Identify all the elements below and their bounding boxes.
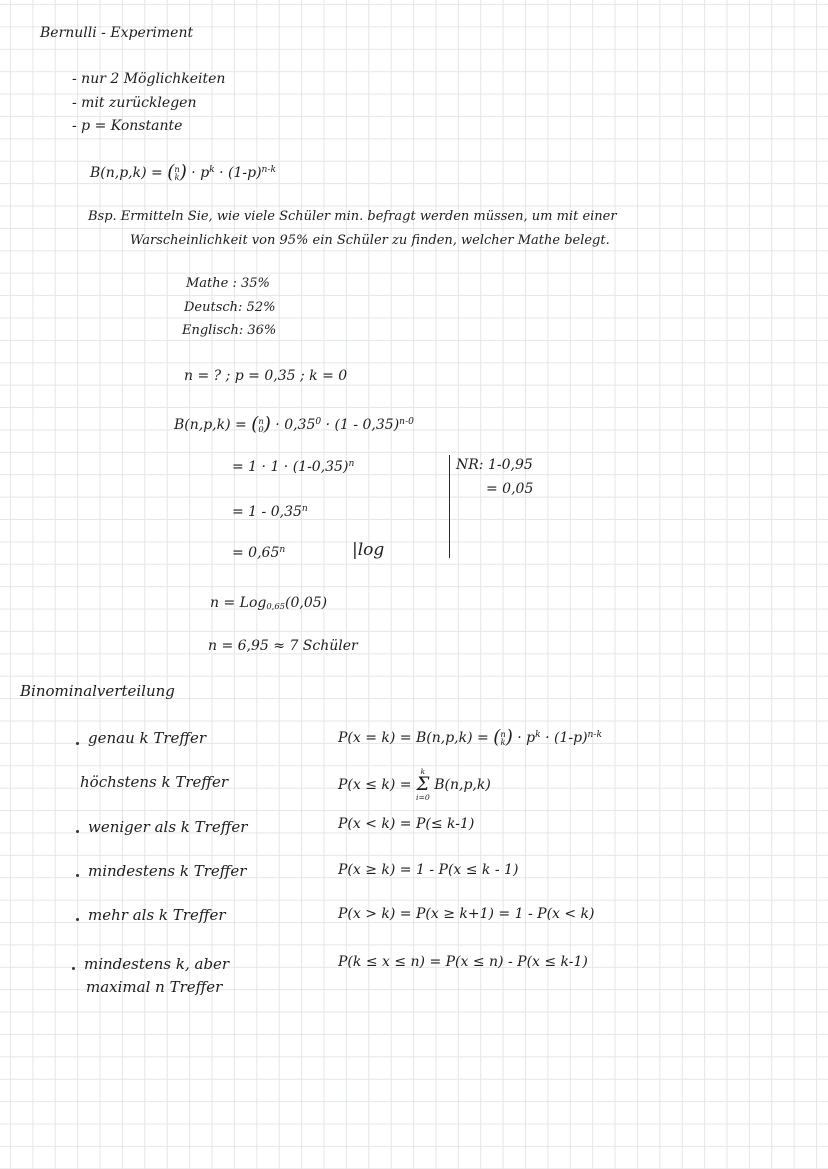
given-values: n = ? ; p = 0,35 ; k = 0 bbox=[184, 368, 348, 384]
property-item: - nur 2 Möglichkeiten bbox=[72, 71, 226, 87]
row-formula-mindestens-maximal: P(k ≤ x ≤ n) = P(x ≤ n) - P(x ≤ k-1) bbox=[338, 954, 588, 970]
binomial-heading: Binominalverteilung bbox=[20, 682, 175, 700]
row-formula-hoechstens: P(x ≤ k) = k Σ i=0 B(n,p,k) bbox=[338, 767, 491, 802]
calc-step-2: = 1 - 0,35$^n$ bbox=[232, 504, 308, 520]
side-calc-divider bbox=[449, 455, 450, 558]
property-item: - p = Konstante bbox=[72, 118, 183, 134]
calc-formula: B(n,p,k) = ( n 0 ) · $0,35^0 \cdot (1 - 0,35)^{n-0}$ bbox=[174, 414, 414, 435]
bullet-dot bbox=[72, 967, 75, 970]
example-question-line-1: Bsp. Ermitteln Sie, wie viele Schüler min. befragt werden müssen, um mit einer bbox=[88, 209, 617, 224]
row-label-mindestens-maximal-1: mindestens k, aber bbox=[84, 955, 230, 973]
subject-deutsch: Deutsch: 52% bbox=[184, 300, 276, 315]
page-title: Bernulli - Experiment bbox=[40, 25, 194, 41]
log-note: |log bbox=[352, 540, 385, 560]
bullet-dot bbox=[76, 742, 79, 745]
calc-step-4: n = Log$_{0,65}$(0,05) bbox=[210, 595, 328, 612]
property-item: - mit zurücklegen bbox=[72, 95, 197, 111]
row-formula-weniger: P(x < k) = P(≤ k-1) bbox=[338, 816, 475, 832]
side-calc-line-1: NR: 1-0,95 bbox=[456, 457, 533, 473]
calc-result: n = 6,95 ≈ 7 Schüler bbox=[208, 638, 358, 654]
row-label-mehr: mehr als k Treffer bbox=[88, 906, 226, 924]
row-label-mindestens: mindestens k Treffer bbox=[88, 862, 247, 880]
bullet-dot bbox=[76, 918, 79, 921]
example-question-line-2: Warscheinlichkeit von 95% ein Schüler zu finden, welcher Mathe belegt. bbox=[130, 233, 610, 248]
subject-mathe: Mathe : 35% bbox=[186, 276, 270, 291]
subject-englisch: Englisch: 36% bbox=[182, 323, 277, 338]
row-label-hoechstens: höchstens k Treffer bbox=[80, 773, 229, 791]
row-formula-genau: P(x = k) = B(n,p,k) = ( n k ) · $p^k \cdot (1-p)^{n-k}$ bbox=[338, 727, 602, 748]
row-label-genau: genau k Treffer bbox=[88, 729, 207, 747]
row-formula-mehr: P(x > k) = P(x ≥ k+1) = 1 - P(x < k) bbox=[338, 906, 595, 922]
calc-step-3: = $0,65^n$ bbox=[232, 545, 286, 561]
calc-step-1: = $1 \cdot 1 \cdot (1-0,35)^n$ bbox=[232, 459, 355, 475]
row-formula-mindestens: P(x ≥ k) = 1 - P(x ≤ k - 1) bbox=[338, 862, 519, 878]
row-label-weniger: weniger als k Treffer bbox=[88, 818, 248, 836]
bullet-dot bbox=[76, 874, 79, 877]
side-calc-line-2: = 0,05 bbox=[486, 481, 534, 497]
row-label-mindestens-maximal-2: maximal n Treffer bbox=[86, 978, 223, 996]
bernoulli-formula: B(n,p,k) = ( n k ) · $p^k \cdot (1-p)^{n-k}$ bbox=[90, 162, 276, 183]
bullet-dot bbox=[76, 830, 79, 833]
